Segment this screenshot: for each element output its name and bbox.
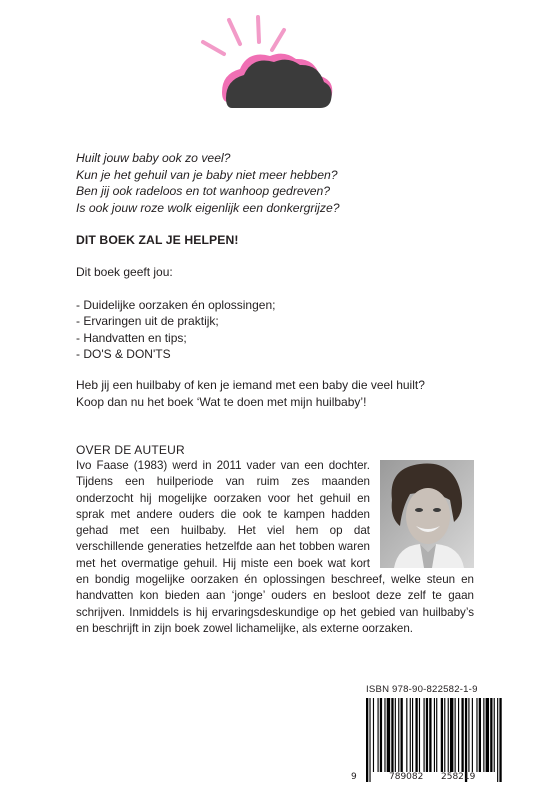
isbn-label: ISBN 978-90-822582-1-9 (366, 684, 478, 695)
barcode-bar (426, 698, 428, 772)
intro-line: Ben jij ook radeloos en tot wanhoop gedreven? (76, 184, 331, 199)
author-heading: OVER DE AUTEUR (76, 443, 185, 457)
barcode-bar (458, 698, 459, 772)
barcode-bar (494, 698, 495, 772)
barcode-bar (373, 698, 374, 772)
barcode-bar (429, 698, 431, 772)
barcode-bar (391, 698, 393, 772)
barcode-bar (472, 698, 473, 772)
barcode-bar (395, 698, 396, 772)
barcode-bar (401, 698, 403, 772)
intro-line: Huilt jouw baby ook zo veel? (76, 151, 231, 165)
author-bio (76, 458, 474, 637)
barcode-digits-left: 789082 (389, 772, 424, 782)
barcode-bar (490, 698, 492, 772)
cta-line: Koop dan nu het boek ‘Wat te doen met mijn huilbaby’! (76, 394, 367, 409)
barcode-bar (366, 698, 368, 782)
barcode-bar (424, 698, 425, 772)
list-item: - Handvatten en tips; (76, 330, 187, 345)
benefit-list (76, 297, 275, 363)
barcode-bar (441, 698, 443, 772)
barcode-bar (465, 698, 467, 782)
cloud-sun-logo (198, 14, 338, 114)
barcode-bar (448, 698, 449, 772)
call-to-action (76, 377, 425, 410)
barcode-digit-prefix: 9 (351, 772, 357, 782)
intro-questions (76, 150, 496, 216)
barcode-bar (412, 698, 413, 772)
intro-line: Kun je het gehuil van je baby niet meer hebben? (76, 167, 338, 182)
barcode-bar (479, 698, 481, 772)
barcode-bar (398, 698, 399, 772)
barcode-bar (434, 698, 435, 772)
barcode-bar (369, 698, 370, 782)
author-bio-text: Ivo Faase (1983) werd in 2011 vader van een dochter. Tijdens een huilperiode van ruim zes maanden onderzocht hij mogelijke oorzaken voor het gehuil en sprak met andere ouders die ook te kampen hadden gehad met een huilbaby. Het viel hem op dat verschillende generaties hetzelfde aan het tobben waren met het overmatige gehuil. Hij miste een boek wat kort en bondig mogelijke oorzaken én oplossingen beschreef, welke steun en handvatten kon bieden aan ‘jonge’ ouders en besloot deze zelf te gaan schrijven. Inmiddels is hij ervaringsdeskundige op het gebied van huilbaby’s en beschrijft in zijn boek zowel lichamelijke, als externe oorzaken. (76, 459, 474, 635)
barcode-bar (468, 698, 469, 772)
barcode-bar (410, 698, 411, 772)
barcode-bar (387, 698, 390, 772)
cta-line: Heb jij een huilbaby of ken je iemand met een baby die veel huilt? (76, 378, 425, 392)
barcode-bar (415, 698, 417, 772)
list-item: - Duidelijke oorzaken én oplossingen; (76, 298, 276, 312)
barcode-bar (436, 698, 437, 772)
author-photo (380, 460, 474, 568)
gives-label: Dit boek geeft jou: (76, 265, 173, 279)
barcode-bar (497, 698, 498, 782)
barcode-bar (444, 698, 445, 772)
list-item: - Ervaringen uit de praktijk; (76, 314, 219, 329)
barcode-bar (483, 698, 484, 772)
barcode-bar (450, 698, 453, 772)
barcode-bar (476, 698, 477, 772)
barcode-bar (378, 698, 379, 772)
main-heading: DIT BOEK ZAL JE HELPEN! (76, 233, 239, 247)
barcode-bar (486, 698, 489, 772)
barcode-bar (419, 698, 420, 772)
intro-line: Is ook jouw roze wolk eigenlijk een donkergrijze? (76, 200, 340, 215)
barcode-bar (406, 698, 407, 772)
barcode (364, 698, 504, 786)
barcode-digits-right: 258219 (441, 772, 476, 782)
list-item: - DO'S & DON'TS (76, 347, 171, 362)
barcode-bar (384, 698, 385, 772)
barcode-bar (455, 698, 456, 772)
barcode-bar (380, 698, 382, 772)
barcode-bar (499, 698, 501, 782)
barcode-bar (461, 698, 463, 772)
